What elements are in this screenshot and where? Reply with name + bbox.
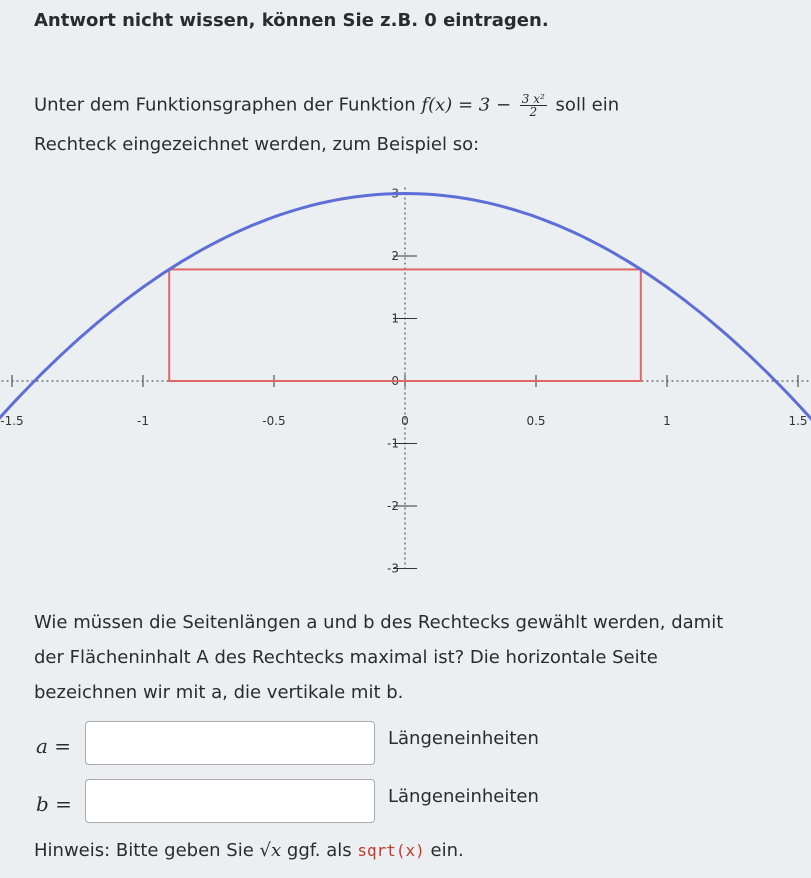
hint-middle: ggf. als	[286, 840, 352, 861]
sqrt-code: sqrt(x)	[357, 841, 425, 860]
function-lhs: f(x) = 3 −	[421, 94, 512, 116]
header-text: Antwort nicht wissen, können Sie z.B. 0 eintragen.	[34, 10, 549, 31]
hint-suffix: ein.	[430, 840, 464, 861]
a-input[interactable]	[85, 721, 375, 765]
x-tick-label: 0	[401, 414, 409, 428]
intro-line-2: Rechteck eingezeichnet werden, zum Beispiel so:	[34, 134, 480, 155]
b-input[interactable]	[85, 779, 375, 823]
y-tick-label: 1	[391, 311, 399, 326]
y-tick-label: -3	[387, 561, 399, 576]
fraction-denominator: 2	[529, 105, 538, 119]
a-unit: Längeneinheiten	[388, 728, 539, 749]
hint-prefix: Hinweis: Bitte geben Sie	[34, 840, 254, 861]
function-fraction	[520, 93, 547, 118]
question-line-2: der Flächeninhalt A des Rechtecks maximal ist? Die horizontale Seite	[34, 647, 658, 668]
intro-line-1	[34, 93, 619, 118]
y-tick-label: 2	[391, 249, 399, 263]
y-tick-label: -2	[387, 499, 399, 513]
fraction-numerator: 3 x²	[521, 92, 545, 106]
hint-line	[34, 840, 464, 861]
y-tick-label: 3	[391, 186, 399, 201]
intro-part1: Unter dem Funktionsgraphen der Funktion	[34, 94, 416, 116]
b-unit: Längeneinheiten	[388, 786, 539, 807]
x-tick-label: 1	[663, 414, 671, 428]
b-label: b =	[36, 792, 72, 816]
a-label: a =	[36, 734, 72, 758]
intro-part2: soll ein	[555, 94, 620, 116]
x-tick-label: 0.5	[526, 414, 546, 428]
question-line-3: bezeichnen wir mit a, die vertikale mit b.	[34, 682, 404, 703]
question-line-1: Wie müssen die Seitenlängen a und b des Rechtecks gewählt werden, damit	[34, 612, 724, 633]
x-tick-label: -1	[137, 414, 149, 428]
x-tick-label: -0.5	[262, 414, 286, 428]
y-tick-label: -1	[387, 436, 399, 451]
sqrt-expression: √x	[259, 840, 282, 861]
x-tick-label: 1.5	[788, 414, 808, 428]
origin-label: 0	[391, 374, 399, 388]
function-graph	[0, 178, 811, 598]
x-tick-label: -1.5	[0, 414, 24, 428]
